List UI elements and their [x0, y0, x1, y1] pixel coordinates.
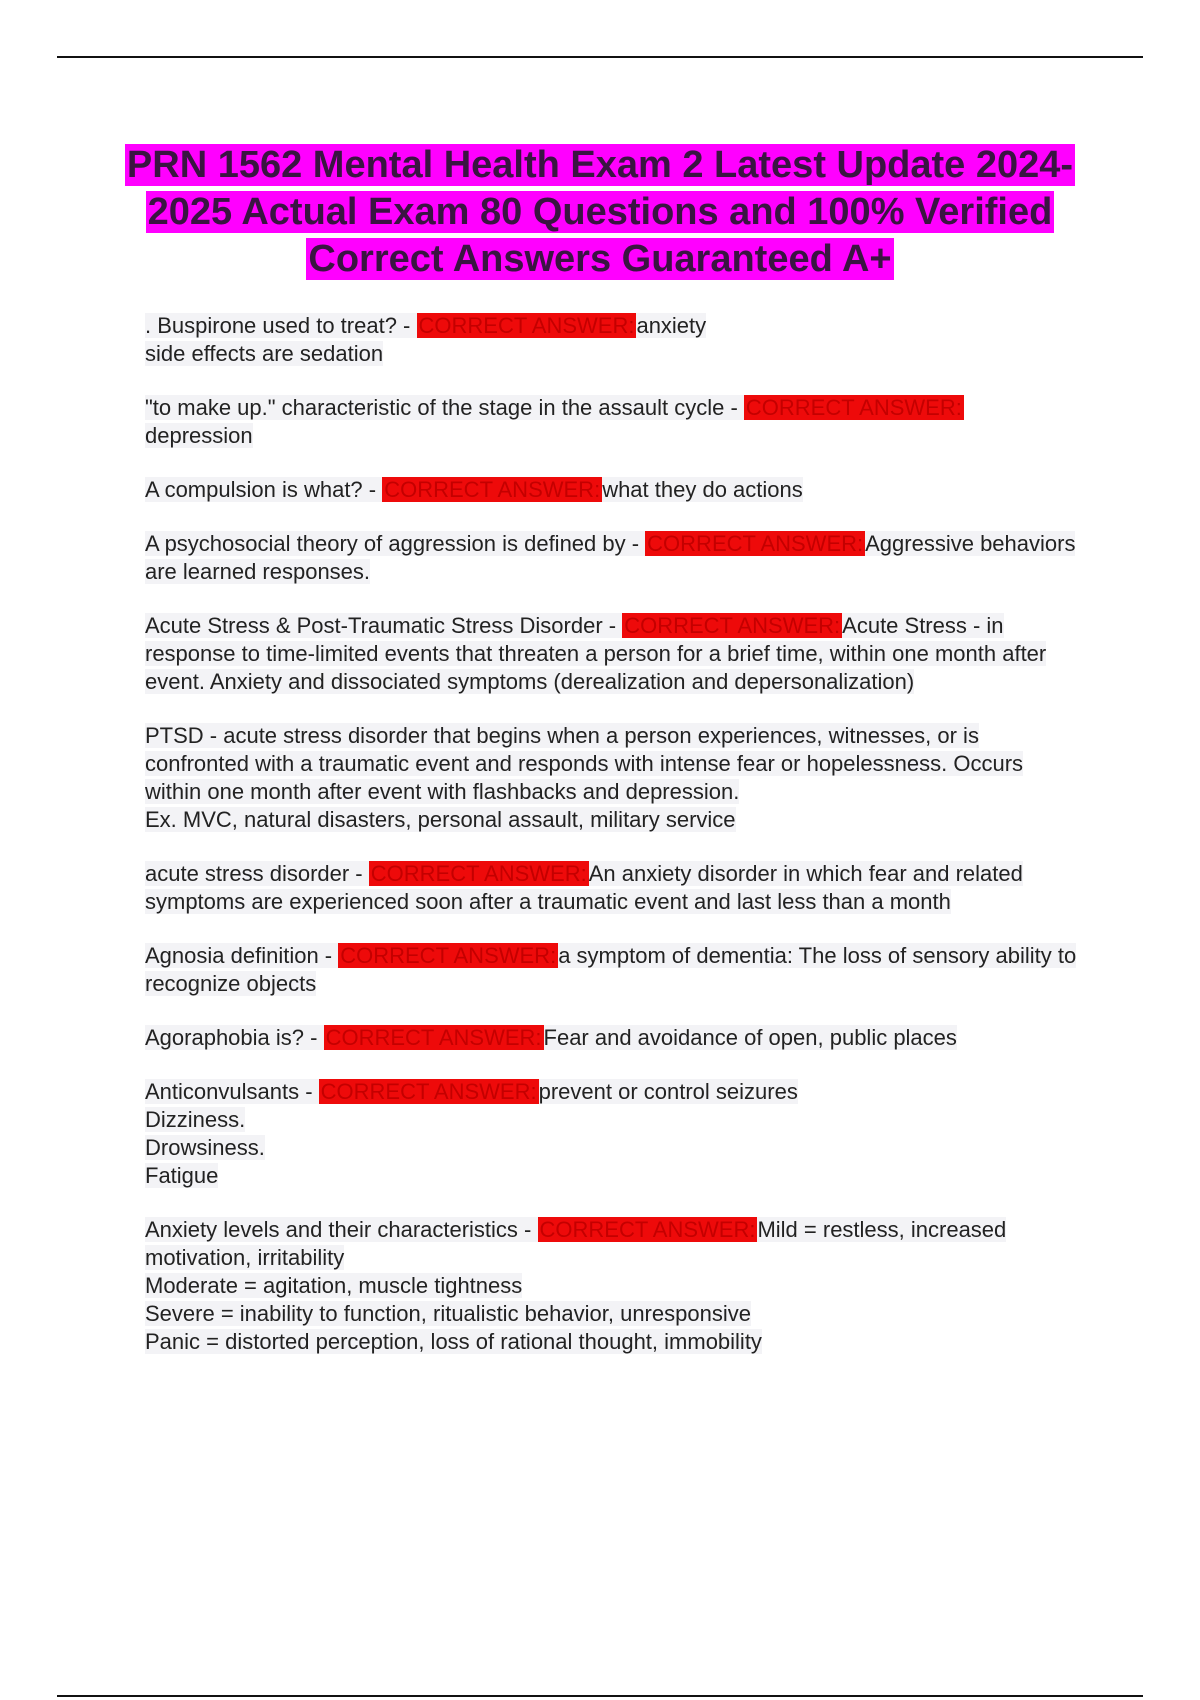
question-text: Agnosia definition - — [145, 943, 339, 968]
answer-detail-text: Ex. MVC, natural disasters, personal assault, military service — [145, 807, 736, 832]
qa-text — [145, 612, 1085, 696]
question-text: "to make up." characteristic of the stage in the assault cycle - — [145, 395, 744, 420]
question-text: Acute Stress & Post-Traumatic Stress Disorder - — [145, 613, 623, 638]
bottom-rule — [57, 1695, 1143, 1697]
answer-text: Aggressive behaviors are learned responses. — [145, 531, 1076, 584]
answer-detail-line — [145, 1162, 1085, 1190]
qa-list — [145, 312, 1085, 1382]
qa-item — [145, 1216, 1085, 1356]
answer-detail-text: depression — [145, 423, 253, 448]
answer-detail-text: Panic = distorted perception, loss of rational thought, immobility — [145, 1329, 762, 1354]
correct-answer-label: CORRECT ANSWER: — [647, 531, 864, 556]
correct-answer-label: CORRECT ANSWER: — [370, 861, 587, 886]
correct-answer-label: CORRECT ANSWER: — [340, 943, 557, 968]
correct-answer-label: CORRECT ANSWER: — [745, 395, 962, 420]
answer-detail-text: side effects are sedation — [145, 341, 384, 366]
qa-text — [145, 394, 1085, 422]
correct-answer-label: CORRECT ANSWER: — [418, 313, 635, 338]
correct-answer-label: CORRECT ANSWER: — [624, 613, 841, 638]
answer-text: An anxiety disorder in which fear and related symptoms are experienced soon after a traumatic event and last less than a month — [145, 861, 1023, 914]
qa-text — [145, 1024, 1085, 1052]
answer-detail-line — [145, 1272, 1085, 1300]
qa-text — [145, 722, 1085, 806]
qa-item — [145, 612, 1085, 696]
answer-text: prevent or control seizures — [538, 1079, 798, 1104]
qa-item — [145, 312, 1085, 368]
qa-item — [145, 394, 1085, 450]
qa-item — [145, 1024, 1085, 1052]
qa-text — [145, 860, 1085, 916]
answer-detail-line — [145, 806, 1085, 834]
question-text: Anxiety levels and their characteristics - — [145, 1217, 538, 1242]
qa-item — [145, 530, 1085, 586]
answer-detail-text: Drowsiness. — [145, 1135, 265, 1160]
answer-text: Fear and avoidance of open, public places — [543, 1025, 957, 1050]
qa-text — [145, 476, 1085, 504]
question-text: A psychosocial theory of aggression is defined by - — [145, 531, 646, 556]
plain-text: PTSD - acute stress disorder that begins when a person experiences, witnesses, or is confronted with a traumatic event and responds with intense fear or hopelessness. Occurs within one month after event with flashbacks and depression. — [145, 723, 1024, 804]
qa-text — [145, 1078, 1085, 1106]
answer-detail-line — [145, 1300, 1085, 1328]
answer-text: what they do actions — [602, 477, 803, 502]
answer-detail-line — [145, 422, 1085, 450]
answer-text: Acute Stress - in response to time-limited events that threaten a person for a brief time, within one month after event. Anxiety and dissociated symptoms (derealization and depersonalization) — [145, 613, 1047, 694]
answer-text: a symptom of dementia: The loss of sensory ability to recognize objects — [145, 943, 1077, 996]
answer-detail-text: Severe = inability to function, ritualistic behavior, unresponsive — [145, 1301, 751, 1326]
answer-text: anxiety — [636, 313, 707, 338]
question-text: . Buspirone used to treat? - — [145, 313, 417, 338]
question-text: Agoraphobia is? - — [145, 1025, 324, 1050]
correct-answer-label: CORRECT ANSWER: — [384, 477, 601, 502]
document-title — [100, 142, 1100, 283]
qa-text — [145, 312, 1085, 340]
top-rule — [57, 56, 1143, 58]
correct-answer-label: CORRECT ANSWER: — [320, 1079, 537, 1104]
title-highlight: PRN 1562 Mental Health Exam 2 Latest Update 2024-2025 Actual Exam 80 Questions and 100% Verified Correct Answers Guaranteed A+ — [126, 144, 1074, 280]
correct-answer-label: CORRECT ANSWER: — [539, 1217, 756, 1242]
qa-item — [145, 942, 1085, 998]
answer-detail-text: Dizziness. — [145, 1107, 246, 1132]
answer-detail-line — [145, 340, 1085, 368]
qa-text — [145, 530, 1085, 586]
answer-detail-line — [145, 1328, 1085, 1356]
qa-item — [145, 476, 1085, 504]
qa-text — [145, 942, 1085, 998]
answer-detail-line — [145, 1106, 1085, 1134]
answer-detail-line — [145, 1134, 1085, 1162]
question-text: acute stress disorder - — [145, 861, 369, 886]
question-text: A compulsion is what? - — [145, 477, 383, 502]
qa-item — [145, 722, 1085, 834]
qa-item — [145, 860, 1085, 916]
answer-detail-text: Fatigue — [145, 1163, 219, 1188]
qa-item — [145, 1078, 1085, 1190]
answer-text: Mild = restless, increased motivation, irritability — [145, 1217, 1007, 1270]
correct-answer-label: CORRECT ANSWER: — [325, 1025, 542, 1050]
question-text: Anticonvulsants - — [145, 1079, 319, 1104]
qa-text — [145, 1216, 1085, 1272]
answer-detail-text: Moderate = agitation, muscle tightness — [145, 1273, 523, 1298]
